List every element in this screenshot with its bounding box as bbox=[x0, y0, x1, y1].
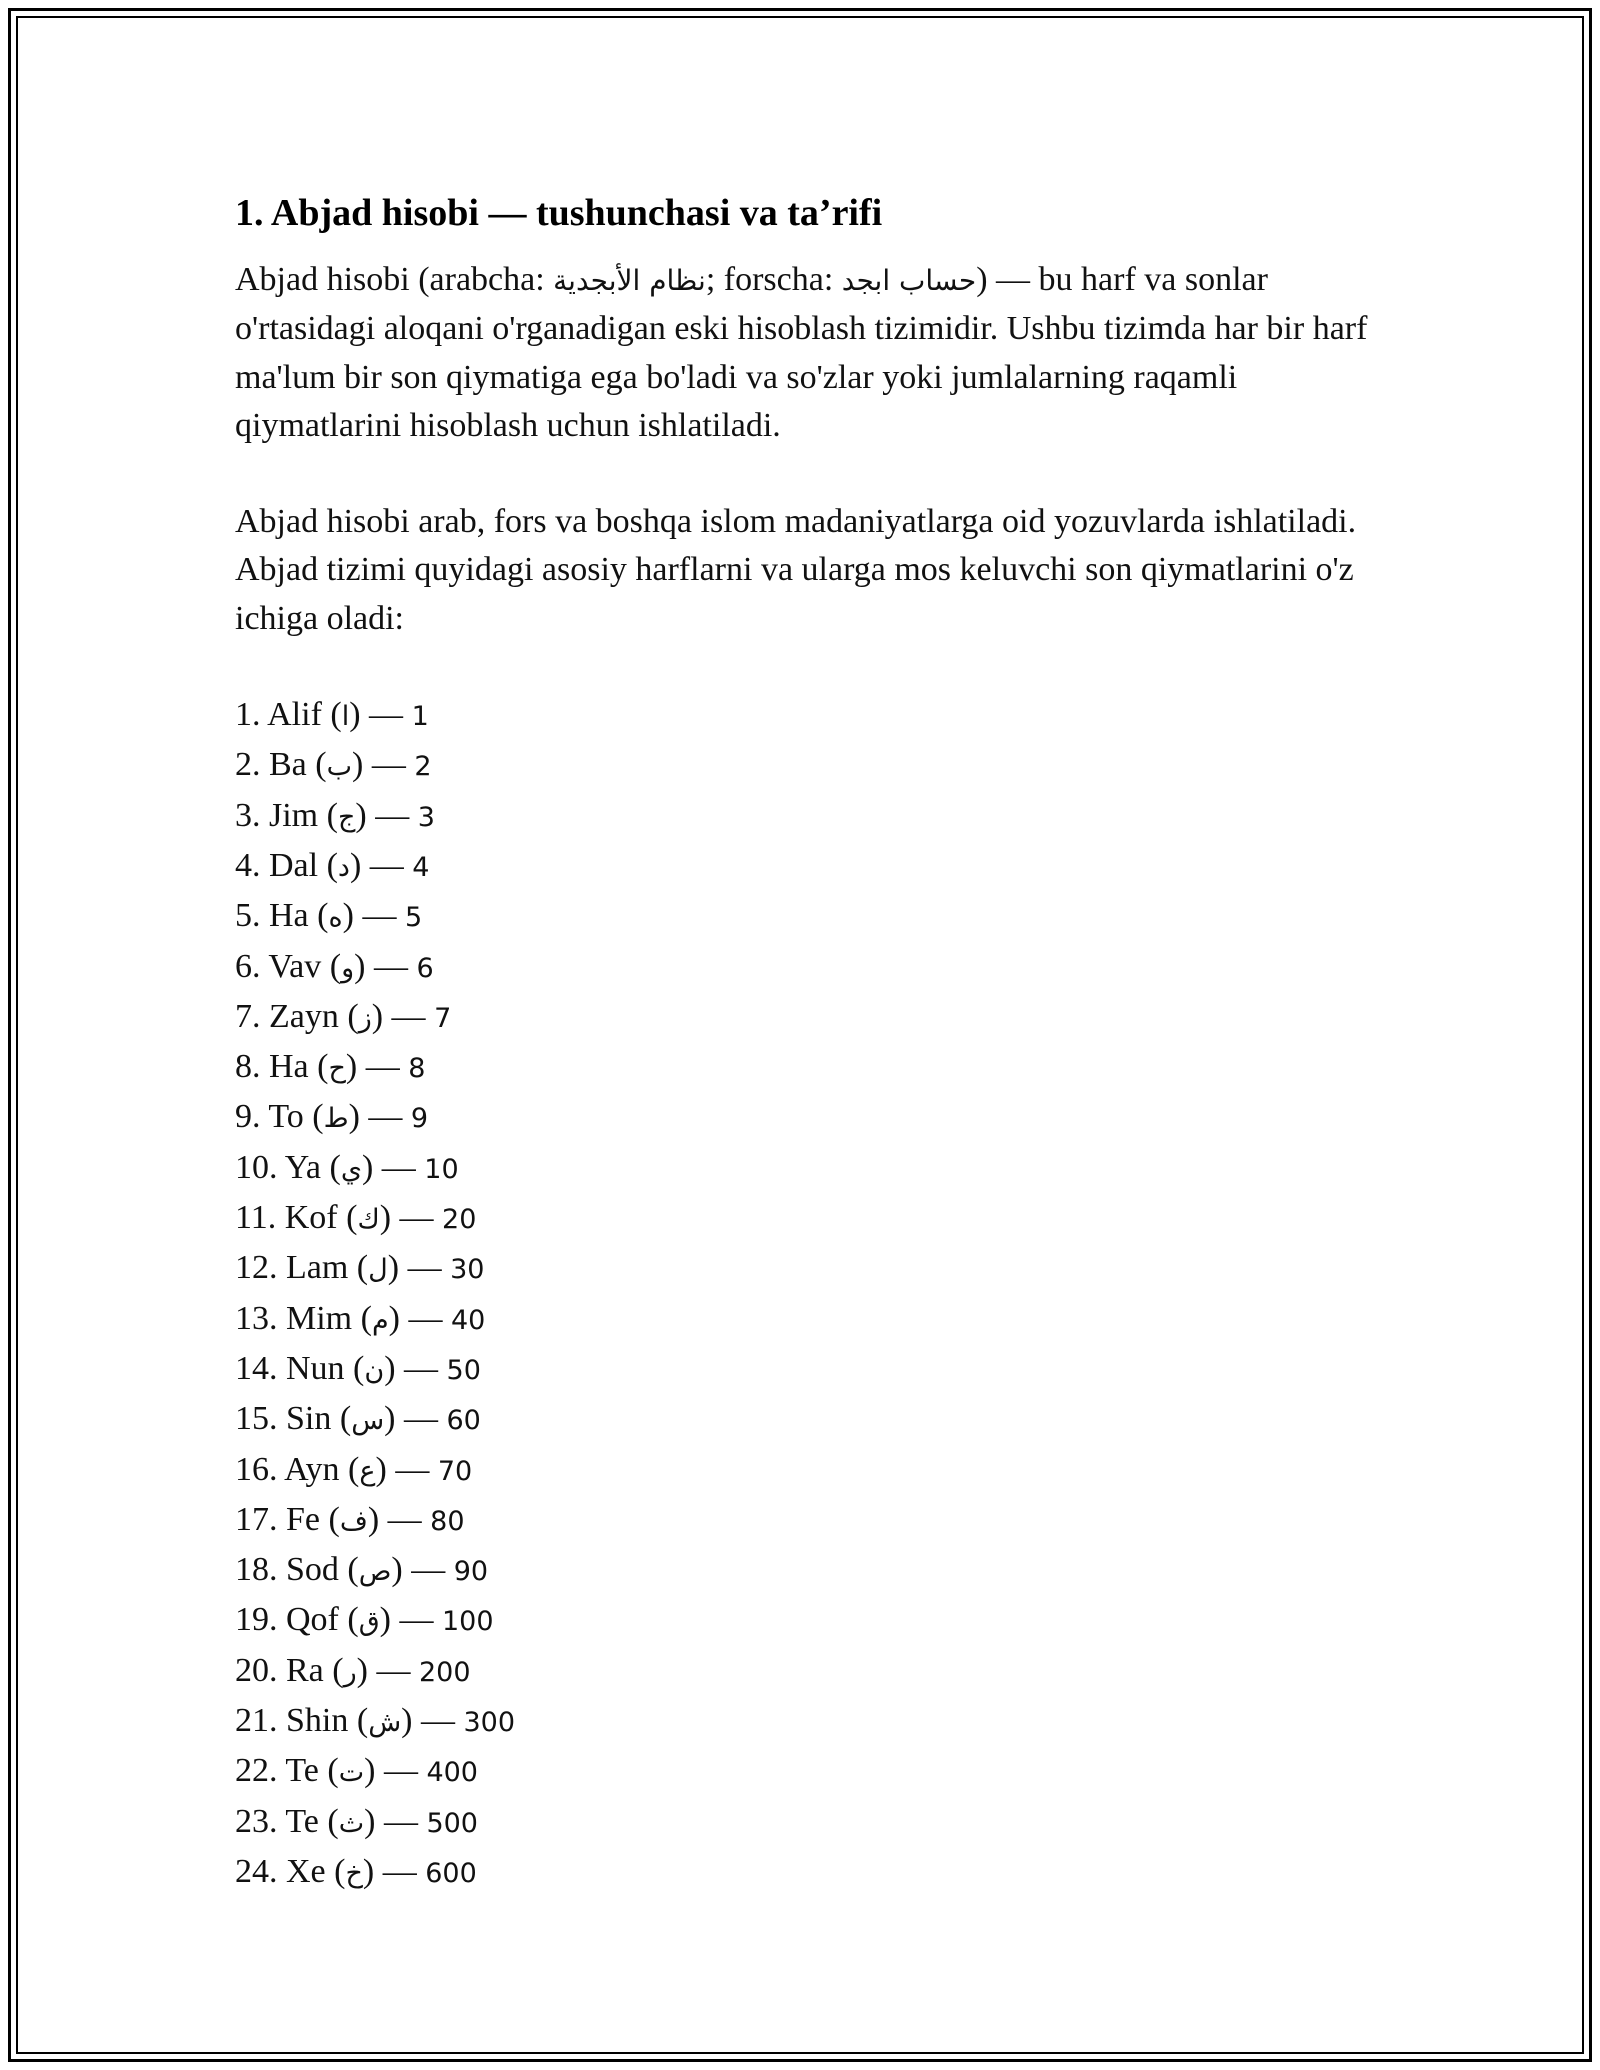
list-item bbox=[235, 1798, 1385, 1848]
intro-text-part1: Abjad hisobi (arabcha: bbox=[235, 261, 554, 298]
letter-separator: ) — bbox=[348, 1098, 411, 1136]
letter-name: 5. Ha ( bbox=[235, 897, 329, 935]
arabic-letter: ا bbox=[341, 701, 350, 733]
list-item bbox=[235, 1647, 1385, 1697]
letter-name: 8. Ha ( bbox=[235, 1048, 329, 1086]
letter-name: 20. Ra ( bbox=[235, 1651, 344, 1689]
list-item bbox=[235, 943, 1385, 993]
list-item bbox=[235, 691, 1385, 741]
letter-separator: ) — bbox=[364, 1802, 427, 1840]
arabic-letter: ج bbox=[337, 801, 356, 833]
list-item bbox=[235, 1395, 1385, 1445]
letter-separator: ) — bbox=[384, 1400, 447, 1438]
letter-separator: ) — bbox=[375, 1450, 438, 1488]
letter-separator: ) — bbox=[401, 1702, 464, 1740]
arabic-letter: ص bbox=[358, 1556, 392, 1588]
list-item bbox=[235, 1194, 1385, 1244]
letter-name: 22. Te ( bbox=[235, 1752, 339, 1790]
letter-value: 6 bbox=[416, 952, 434, 984]
intro-text-part3: ) — bu harf va sonlar o'rtasidagi aloqani o'rganadigan eski hisoblash tizimidir. Ushbu tizimda har bir harf ma'lum bir son qiymatiga ega bo'ladi va so'zlar yoki jumlalarning raqamli qiymatlarini hisoblash uchun ishlatiladi. bbox=[235, 261, 1368, 444]
list-item bbox=[235, 1596, 1385, 1646]
list-item bbox=[235, 892, 1385, 942]
letter-name: 14. Nun ( bbox=[235, 1349, 365, 1387]
letter-name: 16. Ayn ( bbox=[235, 1450, 360, 1488]
arabic-letter: ق bbox=[358, 1606, 380, 1638]
letter-value: 200 bbox=[418, 1656, 471, 1688]
letter-name: 7. Zayn ( bbox=[235, 997, 359, 1035]
letter-name: 6. Vav ( bbox=[235, 947, 342, 985]
arabic-letter: ش bbox=[368, 1707, 402, 1739]
letter-value: 1 bbox=[411, 701, 429, 733]
letter-separator: ) — bbox=[355, 796, 418, 834]
letter-separator: ) — bbox=[364, 1752, 427, 1790]
letter-name: 18. Sod ( bbox=[235, 1551, 359, 1589]
page-title: 1. Abjad hisobi — tushunchasi va ta’rifi bbox=[235, 192, 883, 234]
list-item bbox=[235, 993, 1385, 1043]
list-item bbox=[235, 1697, 1385, 1747]
list-item bbox=[235, 792, 1385, 842]
letter-value: 30 bbox=[450, 1254, 485, 1286]
list-item bbox=[235, 741, 1385, 791]
letter-value: 500 bbox=[426, 1807, 478, 1839]
letter-separator: ) — bbox=[362, 1852, 426, 1890]
letter-name: 12. Lam ( bbox=[235, 1249, 369, 1287]
list-item bbox=[235, 1093, 1385, 1143]
arabic-letter: ب bbox=[326, 751, 353, 783]
arabic-letter: ه bbox=[328, 902, 343, 934]
letter-name: 3. Jim ( bbox=[235, 796, 338, 834]
list-item bbox=[235, 1295, 1385, 1345]
list-item bbox=[235, 1043, 1385, 1093]
list-item bbox=[235, 1144, 1385, 1194]
arabic-letter: ي bbox=[340, 1153, 362, 1185]
letter-separator: ) — bbox=[349, 846, 413, 884]
list-item bbox=[235, 1446, 1385, 1496]
document-content bbox=[235, 188, 1385, 1898]
list-item bbox=[235, 1848, 1385, 1898]
list-item bbox=[235, 842, 1385, 892]
arabic-letter: ز bbox=[358, 1002, 372, 1034]
letter-name: 11. Kof ( bbox=[235, 1199, 358, 1237]
letter-separator: ) — bbox=[352, 746, 415, 784]
letter-value: 4 bbox=[412, 851, 430, 883]
letter-value: 7 bbox=[434, 1002, 452, 1034]
arabic-letter: ح bbox=[328, 1053, 346, 1085]
letter-value: 20 bbox=[442, 1204, 477, 1236]
letter-name: 10. Ya ( bbox=[235, 1148, 341, 1186]
letter-separator: ) — bbox=[384, 1349, 447, 1387]
letter-name: 1. Alif ( bbox=[235, 696, 342, 734]
list-item bbox=[235, 1546, 1385, 1596]
letter-value: 9 bbox=[410, 1103, 429, 1135]
letter-separator: ) — bbox=[361, 1148, 425, 1186]
letter-value: 100 bbox=[441, 1606, 494, 1638]
arabic-letter: ن bbox=[364, 1354, 385, 1386]
letter-value: 600 bbox=[425, 1857, 477, 1889]
letter-value: 60 bbox=[446, 1405, 481, 1437]
letter-name: 17. Fe ( bbox=[235, 1500, 340, 1538]
letter-separator: ) — bbox=[391, 1551, 454, 1589]
letter-value: 300 bbox=[463, 1707, 516, 1739]
letter-value: 8 bbox=[408, 1053, 426, 1085]
arabic-letter: ل bbox=[368, 1254, 388, 1286]
intro-text-part2: ; forscha: bbox=[705, 261, 842, 298]
letter-name: 19. Qof ( bbox=[235, 1601, 359, 1639]
arabic-letter: و bbox=[341, 952, 355, 984]
letter-separator: ) — bbox=[388, 1299, 451, 1337]
list-item bbox=[235, 1244, 1385, 1294]
letter-separator: ) — bbox=[342, 897, 405, 935]
list-item bbox=[235, 1496, 1385, 1546]
letter-name: 24. Xe ( bbox=[235, 1852, 346, 1890]
letter-value: 40 bbox=[451, 1304, 486, 1336]
letter-separator: ) — bbox=[379, 1199, 443, 1237]
letter-value: 90 bbox=[453, 1556, 489, 1588]
arabic-letter: ع bbox=[359, 1455, 376, 1487]
letter-name: 15. Sin ( bbox=[235, 1400, 352, 1438]
arabic-letter: د bbox=[337, 851, 350, 883]
letter-separator: ) — bbox=[354, 947, 417, 985]
arabic-letter: ت bbox=[338, 1757, 365, 1789]
letter-separator: ) — bbox=[367, 1500, 431, 1538]
arabic-letter: خ bbox=[345, 1857, 363, 1889]
letter-value: 80 bbox=[430, 1505, 465, 1537]
arabic-letter: ف bbox=[339, 1505, 368, 1537]
arabic-letter: ث bbox=[338, 1807, 365, 1839]
letter-name: 2. Ba ( bbox=[235, 746, 327, 784]
arabic-letter: ر bbox=[343, 1656, 357, 1688]
letter-separator: ) — bbox=[349, 696, 412, 734]
persian-term: حساب ابجد bbox=[841, 264, 977, 297]
letter-value: 50 bbox=[446, 1354, 481, 1386]
letter-name: 4. Dal ( bbox=[235, 846, 338, 884]
list-item bbox=[235, 1345, 1385, 1395]
letter-separator: ) — bbox=[387, 1249, 451, 1287]
letter-value: 70 bbox=[437, 1455, 473, 1487]
letter-name: 9. To ( bbox=[235, 1098, 324, 1136]
letter-separator: ) — bbox=[371, 997, 435, 1035]
second-paragraph: Abjad hisobi arab, fors va boshqa islom madaniyatlarga oid yozuvlarda ishlatiladi. Abjad tizimi quyidagi asosiy harflarni va ularga mos keluvchi son qiymatlarini o'z ichiga oladi: bbox=[235, 503, 1357, 637]
letter-value: 10 bbox=[424, 1153, 459, 1185]
letter-value: 2 bbox=[414, 751, 432, 783]
arabic-letter: م bbox=[371, 1304, 389, 1336]
letter-value: 3 bbox=[417, 801, 435, 833]
arabic-letter: س bbox=[351, 1405, 385, 1437]
intro-paragraph bbox=[235, 256, 1385, 450]
list-item bbox=[235, 1747, 1385, 1797]
letter-separator: ) — bbox=[345, 1048, 409, 1086]
arabic-letter: ك bbox=[357, 1204, 380, 1236]
abjad-letter-list bbox=[235, 691, 1385, 1898]
letter-separator: ) — bbox=[379, 1601, 442, 1639]
letter-name: 21. Shin ( bbox=[235, 1702, 369, 1740]
letter-value: 400 bbox=[426, 1757, 478, 1789]
letter-name: 23. Te ( bbox=[235, 1802, 339, 1840]
letter-name: 13. Mim ( bbox=[235, 1299, 372, 1337]
letter-value: 5 bbox=[404, 902, 423, 934]
arabic-letter: ط bbox=[323, 1103, 349, 1135]
arabic-term: نظام الأبجدية bbox=[553, 264, 706, 297]
letter-separator: ) — bbox=[356, 1651, 419, 1689]
